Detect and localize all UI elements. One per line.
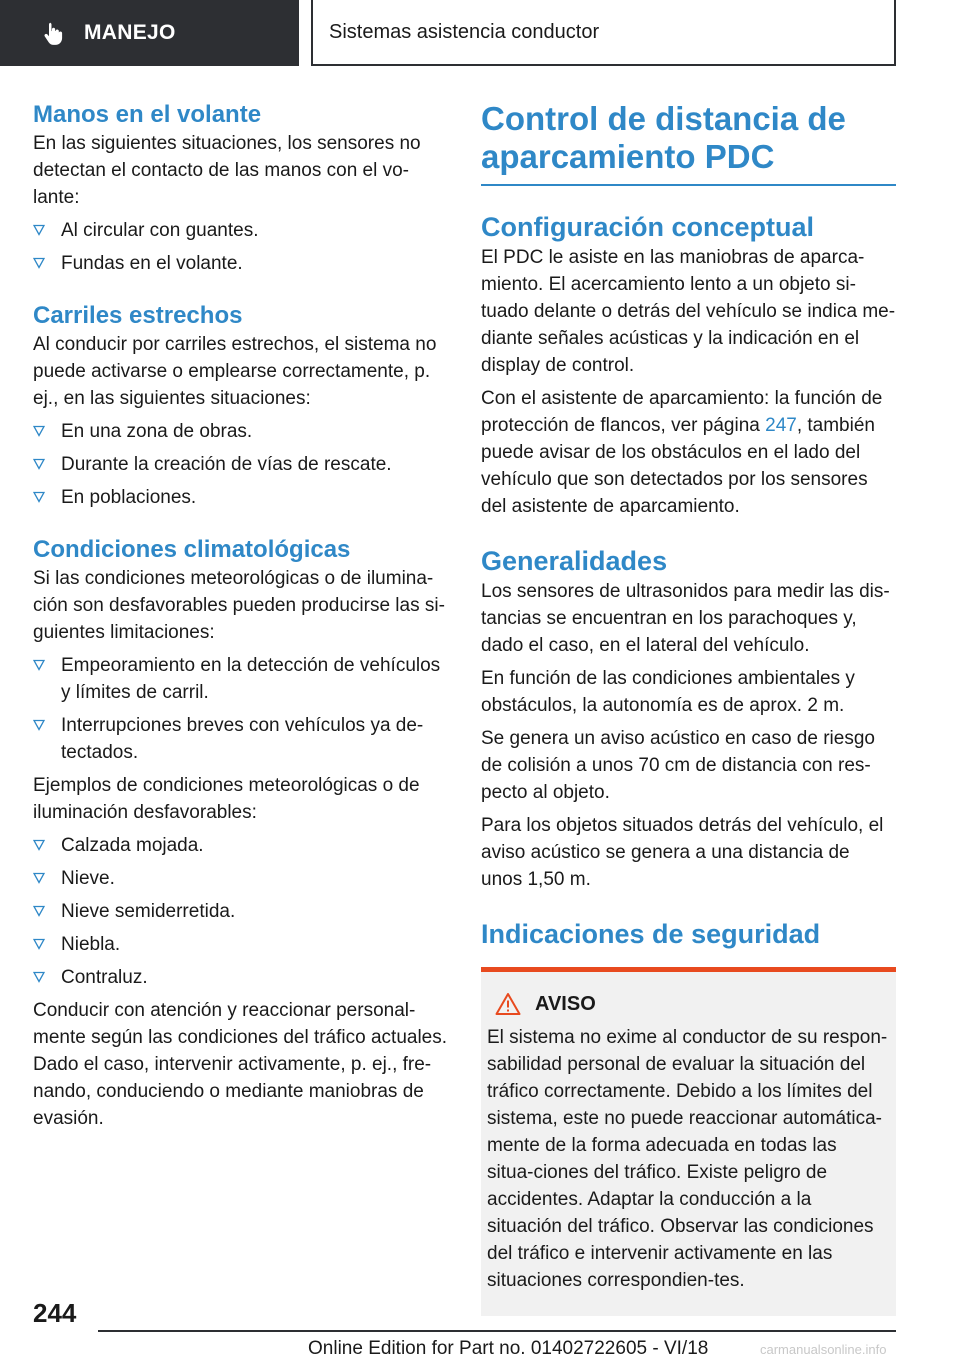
list-item: En poblaciones. — [33, 484, 448, 511]
triangle-bullet-icon — [33, 905, 45, 917]
warning-box — [481, 967, 896, 1316]
list-item: Empeoramiento en la detección de vehículos y límites de carril. — [33, 652, 448, 706]
triangle-bullet-icon — [33, 938, 45, 950]
page-header — [0, 0, 960, 66]
triangle-bullet-icon — [33, 491, 45, 503]
page-number: 244 — [33, 1298, 77, 1328]
list-item: Niebla. — [33, 931, 448, 958]
paragraph: En las siguientes situaciones, los sensores no detectan el contacto de las manos con el vo-lante: — [33, 133, 421, 208]
paragraph: Si las condiciones meteorológicas o de ilumina-ción son desfavorables pueden producirse las si-guientes limitaciones: — [33, 568, 445, 643]
paragraph: Se genera un aviso acústico en caso de riesgo de colisión a unos 70 cm de distancia con res-pecto al objeto. — [481, 728, 875, 803]
paragraph: Ejemplos de condiciones meteorológicas o de iluminación desfavorables: — [33, 775, 420, 823]
list-item: Contraluz. — [33, 964, 448, 991]
triangle-bullet-icon — [33, 872, 45, 884]
warning-title: AVISO — [535, 992, 596, 1015]
list-item: Durante la creación de vías de rescate. — [33, 451, 448, 478]
bullet-list — [33, 217, 448, 277]
list-item: Interrupciones breves con vehículos ya de-tectados. — [33, 712, 448, 766]
chapter-title: Control de distancia de aparcamiento PDC — [481, 100, 896, 186]
list-item: Al circular con guantes. — [33, 217, 448, 244]
triangle-bullet-icon — [33, 719, 45, 731]
section-tab[interactable] — [0, 0, 299, 66]
edition-text: Online Edition for Part no. 01402722605 - VI/18 — [308, 1338, 709, 1359]
triangle-bullet-icon — [33, 839, 45, 851]
triangle-bullet-icon — [33, 224, 45, 236]
watermark: carmanualsonline.info — [760, 1342, 887, 1357]
paragraph: Para los objetos situados detrás del vehículo, el aviso acústico se genera a una distancia de unos 1,50 m. — [481, 815, 884, 890]
hand-pointer-icon — [40, 20, 66, 46]
list-item: Fundas en el volante. — [33, 250, 448, 277]
paragraph: Los sensores de ultrasonidos para medir las dis-tancias se encuentran en los parachoques y, dado el caso, en el lateral del vehículo. — [481, 581, 890, 656]
bullet-list — [33, 652, 448, 766]
paragraph-with-link: Con el asistente de aparcamiento: la función de protección de flancos, ver página 247, también puede avisar de los obstáculos en el lado del vehículo que son detectados por los sensores del asistente de aparcamiento. — [481, 388, 883, 517]
paragraph: El PDC le asiste en las maniobras de aparca-miento. El acercamiento lento a un objeto si-tuado delante o detrás del vehículo se indica me-diante señales acústicas y la indicación en el display de control. — [481, 247, 896, 376]
heading-manos-volante: Manos en el volante — [33, 101, 262, 128]
list-item: Nieve semiderretida. — [33, 898, 448, 925]
paragraph: En función de las condiciones ambientales y obstáculos, la autonomía es de aprox. 2 m. — [481, 668, 855, 716]
warning-header — [487, 992, 888, 1016]
footer-divider — [98, 1330, 896, 1332]
list-item: Calzada mojada. — [33, 832, 448, 859]
chapter-box[interactable] — [311, 0, 896, 66]
heading-configuracion: Configuración conceptual — [481, 212, 815, 242]
warning-text: El sistema no exime al conductor de su respon-sabilidad personal de evaluar la situación del tráfico correctamente. Debido a los límites del sistema, este no puede reaccionar automática-mente de la forma adecuada en todas las situa-ciones del tráfico. Existe peligro de accidentes. Adaptar la conducción a la situación del tráfico. Observar las condiciones del tráfico e intervenir activamente en las situaciones correspondien-tes. — [487, 1027, 888, 1291]
bullet-list — [33, 418, 448, 511]
triangle-bullet-icon — [33, 425, 45, 437]
triangle-bullet-icon — [33, 458, 45, 470]
triangle-bullet-icon — [33, 659, 45, 671]
list-item: Nieve. — [33, 865, 448, 892]
heading-condiciones-climatologicas: Condiciones climatológicas — [33, 536, 351, 563]
paragraph: Conducir con atención y reaccionar personal-mente según las condiciones del tráfico actuales. Dado el caso, intervenir activamente, p. ej., fre-nando, conduciendo o mediante maniobras de evasión. — [33, 1000, 448, 1129]
bullet-list — [33, 832, 448, 991]
warning-triangle-icon — [495, 992, 521, 1016]
triangle-bullet-icon — [33, 971, 45, 983]
triangle-bullet-icon — [33, 257, 45, 269]
left-column — [33, 100, 448, 1138]
heading-generalidades: Generalidades — [481, 546, 668, 576]
heading-carriles-estrechos: Carriles estrechos — [33, 302, 243, 329]
section-label: MANEJO — [84, 21, 176, 44]
paragraph: Al conducir por carriles estrechos, el sistema no puede activarse o emplearse correctamente, p. ej., en las siguientes situaciones: — [33, 334, 437, 409]
heading-indicaciones-seguridad: Indicaciones de seguridad — [481, 919, 821, 949]
right-column — [481, 100, 896, 1316]
list-item: En una zona de obras. — [33, 418, 448, 445]
page-link[interactable]: 247 — [765, 415, 797, 436]
chapter-label: Sistemas asistencia conductor — [329, 20, 600, 43]
